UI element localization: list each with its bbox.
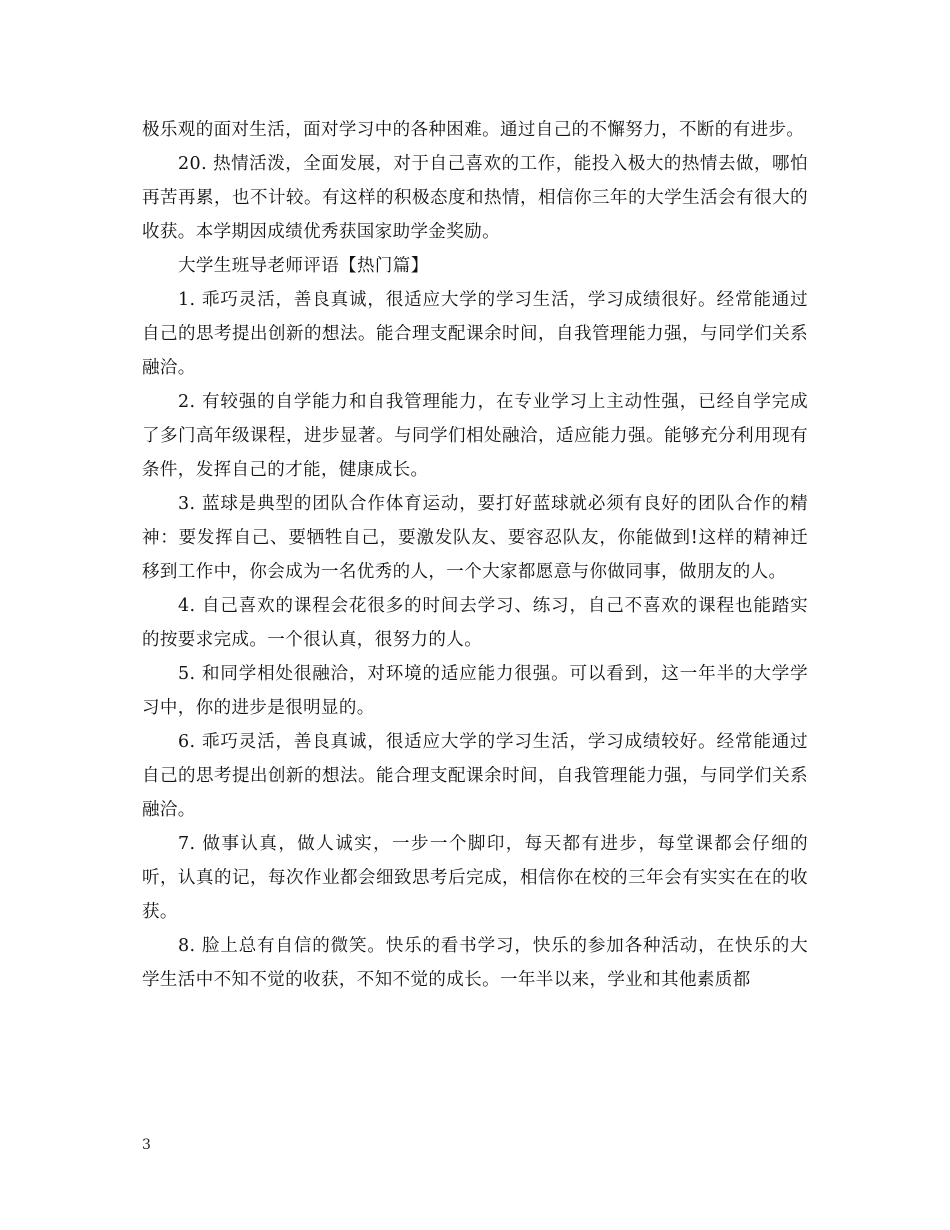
paragraph-item-7: 7. 做事认真，做人诚实，一步一个脚印，每天都有进步，每堂课都会仔细的听，认真的记，每次作业都会细致思考后完成，相信你在校的三年会有实实在在的收获。 (142, 834, 808, 922)
document-body (142, 113, 808, 997)
paragraph-item-20: 20. 热情活泼，全面发展，对于自己喜欢的工作，能投入极大的热情去做，哪怕再苦再累，也不计较。有这样的积极态度和热情，相信你三年的大学生活会有很大的收获。本学期因成绩优秀获国家助学金奖励。 (142, 154, 808, 242)
section-heading: 大学生班导老师评语【热门篇】 (178, 256, 429, 276)
paragraph-item-3: 3. 蓝球是典型的团队合作体育运动，要打好蓝球就必须有良好的团队合作的精神：要发挥自己、要牺牲自己，要激发队友、要容忍队友，你能做到!这样的精神迁移到工作中，你会成为一名优秀的人，一个大家都愿意与你做同事，做朋友的人。 (142, 494, 808, 582)
paragraph-item-1: 1. 乖巧灵活，善良真诚，很适应大学的学习生活，学习成绩很好。经常能通过自己的思考提出创新的想法。能合理支配课余时间，自我管理能力强，与同学们关系融洽。 (142, 290, 808, 378)
paragraph-item-4: 4. 自己喜欢的课程会花很多的时间去学习、练习，自己不喜欢的课程也能踏实的按要求完成。一个很认真，很努力的人。 (142, 596, 808, 650)
paragraph-item-5: 5. 和同学相处很融洽，对环境的适应能力很强。可以看到，这一年半的大学学习中，你的进步是很明显的。 (142, 664, 808, 718)
page-number: 3 (142, 1137, 151, 1153)
paragraph-item-2: 2. 有较强的自学能力和自我管理能力，在专业学习上主动性强，已经自学完成了多门高年级课程，进步显著。与同学们相处融洽，适应能力强。能够充分利用现有条件，发挥自己的才能，健康成长。 (142, 392, 808, 480)
paragraph-item-6: 6. 乖巧灵活，善良真诚，很适应大学的学习生活，学习成绩较好。经常能通过自己的思考提出创新的想法。能合理支配课余时间，自我管理能力强，与同学们关系融洽。 (142, 732, 808, 820)
paragraph-continuation: 极乐观的面对生活，面对学习中的各种困难。通过自己的不懈努力，不断的有进步。 (142, 120, 805, 140)
paragraph-item-8: 8. 脸上总有自信的微笑。快乐的看书学习，快乐的参加各种活动，在快乐的大学生活中不知不觉的收获，不知不觉的成长。一年半以来，学业和其他素质都 (142, 936, 808, 990)
